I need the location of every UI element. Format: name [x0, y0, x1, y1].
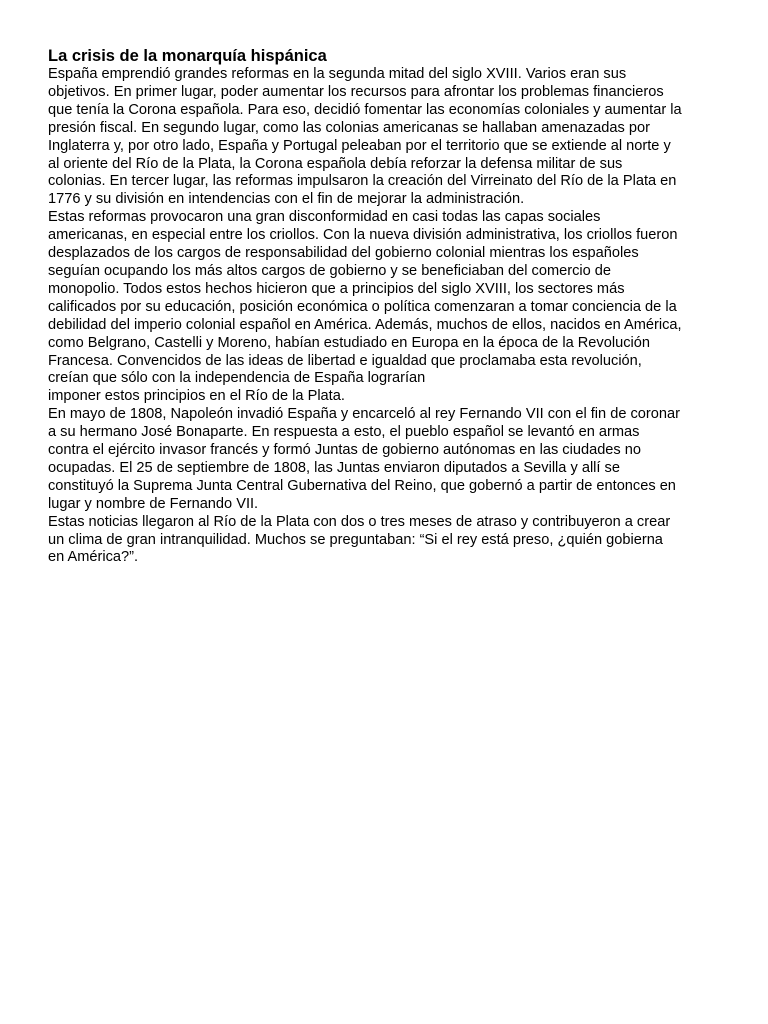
- text-line: colonias. En tercer lugar, las reformas impulsaron la creación del Virreinato del Río de la Plata en: [48, 173, 677, 190]
- text-line: Estas noticias llegaron al Río de la Plata con dos o tres meses de atraso y contribuyeron a crear: [48, 513, 671, 530]
- text-line: como Belgrano, Castelli y Moreno, habían estudiado en Europa en la época de la Revolución: [48, 334, 650, 351]
- text-line: lugar y nombre de Fernando VII.: [48, 495, 259, 512]
- text-line: calificados por su educación, posición económica o política comenzaran a tomar conciencia de la: [48, 298, 677, 315]
- document-page: [48, 46, 728, 567]
- text-line: imponer estos principios en el Río de la Plata.: [48, 388, 345, 405]
- paragraph: [48, 66, 728, 209]
- text-line: que tenía la Corona española. Para eso, decidió fomentar las economías coloniales y aumentar la: [48, 101, 682, 118]
- text-line: creían que sólo con la independencia de España lograrían: [48, 370, 426, 387]
- text-line: Estas reformas provocaron una gran disconformidad en casi todas las capas sociales: [48, 209, 601, 226]
- text-line: España emprendió grandes reformas en la segunda mitad del siglo XVIII. Varios eran sus: [48, 66, 627, 82]
- text-line: presión fiscal. En segundo lugar, como las colonias americanas se hallaban amenazadas por: [48, 119, 650, 136]
- text-line: al oriente del Río de la Plata, la Corona española debía reforzar la defensa militar de sus: [48, 155, 623, 172]
- text-line: seguían ocupando los más altos cargos de gobierno y se beneficiaban del comercio de: [48, 262, 612, 279]
- text-line: En mayo de 1808, Napoleón invadió España y encarceló al rey Fernando VII con el fin de coronar: [48, 406, 680, 423]
- document-title: La crisis de la monarquía hispánica: [48, 47, 327, 65]
- text-line: debilidad del imperio colonial español en América. Además, muchos de ellos, nacidos en América,: [48, 316, 682, 333]
- text-line: 1776 y su división en intendencias con el fin de mejorar la administración.: [48, 191, 525, 208]
- text-line: a su hermano José Bonaparte. En respuesta a esto, el pueblo español se levantó en armas: [48, 424, 640, 441]
- text-line: contra el ejército invasor francés y formó Juntas de gobierno autónomas en las ciudades no: [48, 442, 642, 459]
- text-line: Inglaterra y, por otro lado, España y Portugal peleaban por el territorio que se extiende al norte y: [48, 137, 671, 154]
- text-line: monopolio. Todos estos hechos hicieron que a principios del siglo XVIII, los sectores más: [48, 280, 625, 297]
- paragraph: [48, 406, 728, 513]
- text-line: americanas, en especial entre los criollos. Con la nueva división administrativa, los criollos fueron: [48, 227, 678, 244]
- text-line: constituyó la Suprema Junta Central Gubernativa del Reino, que gobernó a partir de entonces en: [48, 477, 676, 494]
- text-line: Francesa. Convencidos de las ideas de libertad e igualdad que proclamaba esta revolución,: [48, 352, 642, 369]
- text-line: un clima de gran intranquilidad. Muchos se preguntaban: “Si el rey está preso, ¿quién gobierna: [48, 531, 663, 548]
- text-line: objetivos. En primer lugar, poder aumentar los recursos para afrontar los problemas financieros: [48, 83, 664, 100]
- text-line: ocupadas. El 25 de septiembre de 1808, las Juntas enviaron diputados a Sevilla y allí se: [48, 459, 620, 476]
- paragraph: [48, 209, 728, 406]
- paragraph: [48, 514, 728, 568]
- text-line: en América?”.: [48, 549, 139, 566]
- document-body: [48, 66, 728, 567]
- text-line: desplazados de los cargos de responsabilidad del gobierno colonial mientras los españoles: [48, 245, 639, 262]
